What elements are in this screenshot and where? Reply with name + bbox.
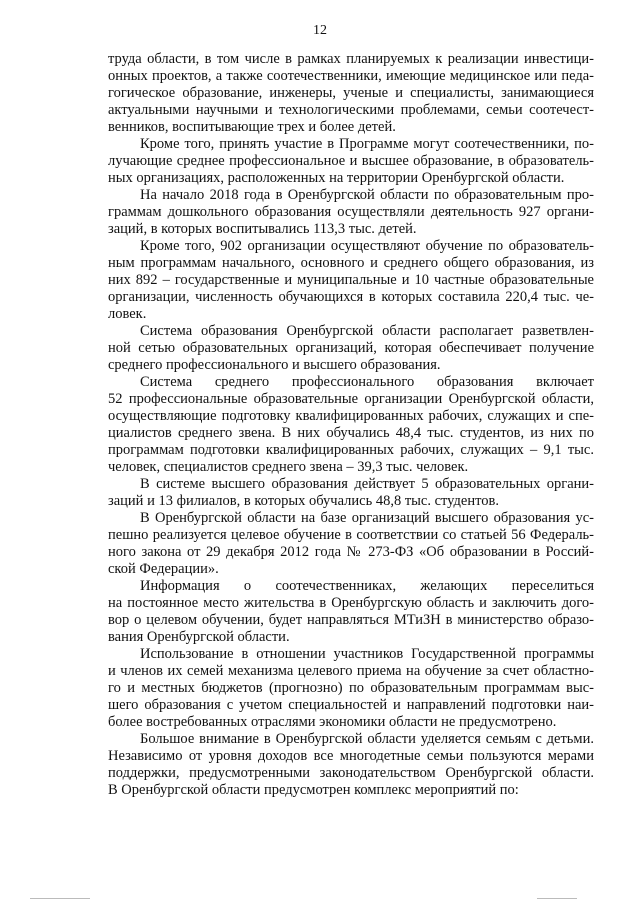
text-line: вор о целевом обучении, будет направляться МТиЗН в министерство образо- <box>108 612 594 628</box>
text-line: В Оренбургской области предусмотрен комплекс мероприятий по: <box>108 782 519 798</box>
text-line: более востребованных отраслями экономики области не предусмотрено. <box>108 714 557 730</box>
paragraph <box>108 578 594 646</box>
text-line: организации, численность обучающихся в которых составила 220,4 тыс. че- <box>108 289 594 305</box>
page-number: 12 <box>313 23 327 38</box>
text-line: среднего профессионального и высшего образования. <box>108 357 441 373</box>
paragraph <box>108 238 594 323</box>
text-line: Система образования Оренбургской области располагает разветвлен- <box>140 323 594 339</box>
text-line: онных проектов, а также соотечественники, имеющие медицинское или педа- <box>108 68 594 84</box>
paragraph <box>108 510 594 578</box>
text-line: Система среднего профессионального образования включает <box>140 374 594 390</box>
text-line: них 892 – государственные и муниципальные и 10 частные образовательные <box>108 272 594 288</box>
text-line: гогическое образование, инженеры, ученые и специалисты, занимающиеся <box>108 85 594 101</box>
text-line: актуальными научными и технологическими проблемами, семьи соотечест- <box>108 102 594 118</box>
paragraph <box>108 187 594 238</box>
footer-rule-left <box>30 898 90 899</box>
text-line: го и местных бюджетов (прогнозно) по образовательным программам выс- <box>108 680 594 696</box>
text-line: ной сетью образовательных организаций, которая обеспечивает получение <box>108 340 594 356</box>
text-line: на постоянное место жительства в Оренбургскую область и заключить дого- <box>108 595 594 611</box>
text-line: лучающие среднее профессиональное и высшее образование, в образователь- <box>108 153 594 169</box>
document-body <box>108 51 594 799</box>
text-line: вания Оренбургской области. <box>108 629 290 645</box>
paragraph <box>108 51 594 136</box>
text-line: На начало 2018 года в Оренбургской области по образовательным про- <box>140 187 594 203</box>
text-line: Кроме того, 902 организации осуществляют обучение по образователь- <box>140 238 594 254</box>
text-line: Кроме того, принять участие в Программе могут соотечественники, по- <box>140 136 594 152</box>
text-line: человек, специалистов среднего звена – 39,3 тыс. человек. <box>108 459 469 475</box>
paragraph <box>108 646 594 731</box>
text-line: В системе высшего образования действует 5 образовательных органи- <box>140 476 594 492</box>
text-line: Использование в отношении участников Государственной программы <box>140 646 594 662</box>
text-line: Независимо от уровня доходов все многодетные семьи пользуются мерами <box>108 748 594 764</box>
text-line: заций, в которых воспитывались 113,3 тыс. детей. <box>108 221 417 237</box>
text-line: поддержки, предусмотренными законодательством Оренбургской области. <box>108 765 594 781</box>
paragraph <box>108 731 594 799</box>
text-line: ловек. <box>108 306 147 322</box>
text-line: 52 профессиональные образовательные организации Оренбургской области, <box>108 391 594 407</box>
text-line: ным программам начального, основного и среднего общего образования, из <box>108 255 594 271</box>
paragraph <box>108 476 594 510</box>
text-line: осуществляющие подготовку квалифицированных рабочих, служащих и спе- <box>108 408 594 424</box>
paragraph <box>108 323 594 374</box>
text-line: граммам дошкольного образования осуществляли деятельность 927 органи- <box>108 204 594 220</box>
paragraph <box>108 374 594 476</box>
text-line: труда области, в том числе в рамках планируемых к реализации инвестици- <box>108 51 594 67</box>
text-line: ных организациях, расположенных на территории Оренбургской области. <box>108 170 565 186</box>
footer-rule-right <box>537 898 577 899</box>
text-line: программам подготовки квалифицированных рабочих, служащих – 9,1 тыс. <box>108 442 594 458</box>
text-line: Большое внимание в Оренбургской области уделяется семьям с детьми. <box>140 731 594 747</box>
text-line: пешно реализуется целевое обучение в соответствии со статьей 56 Федераль- <box>108 527 594 543</box>
text-line: шего образования с учетом специальностей и направлений подготовки наи- <box>108 697 594 713</box>
paragraph <box>108 136 594 187</box>
text-line: венников, воспитывающие трех и более детей. <box>108 119 396 135</box>
text-line: и членов их семей механизма целевого приема на обучение за счет областно- <box>108 663 594 679</box>
text-line: заций и 13 филиалов, в которых обучались 48,8 тыс. студентов. <box>108 493 499 509</box>
text-line: ного закона от 29 декабря 2012 года № 273-ФЗ «Об образовании в Россий- <box>108 544 594 560</box>
text-line: ской Федерации». <box>108 561 219 577</box>
text-line: В Оренбургской области на базе организаций высшего образования ус- <box>140 510 594 526</box>
text-line: циалистов среднего звена. В них обучались 48,4 тыс. студентов, из них по <box>108 425 594 441</box>
text-line: Информация о соотечественниках, желающих переселиться <box>140 578 594 594</box>
